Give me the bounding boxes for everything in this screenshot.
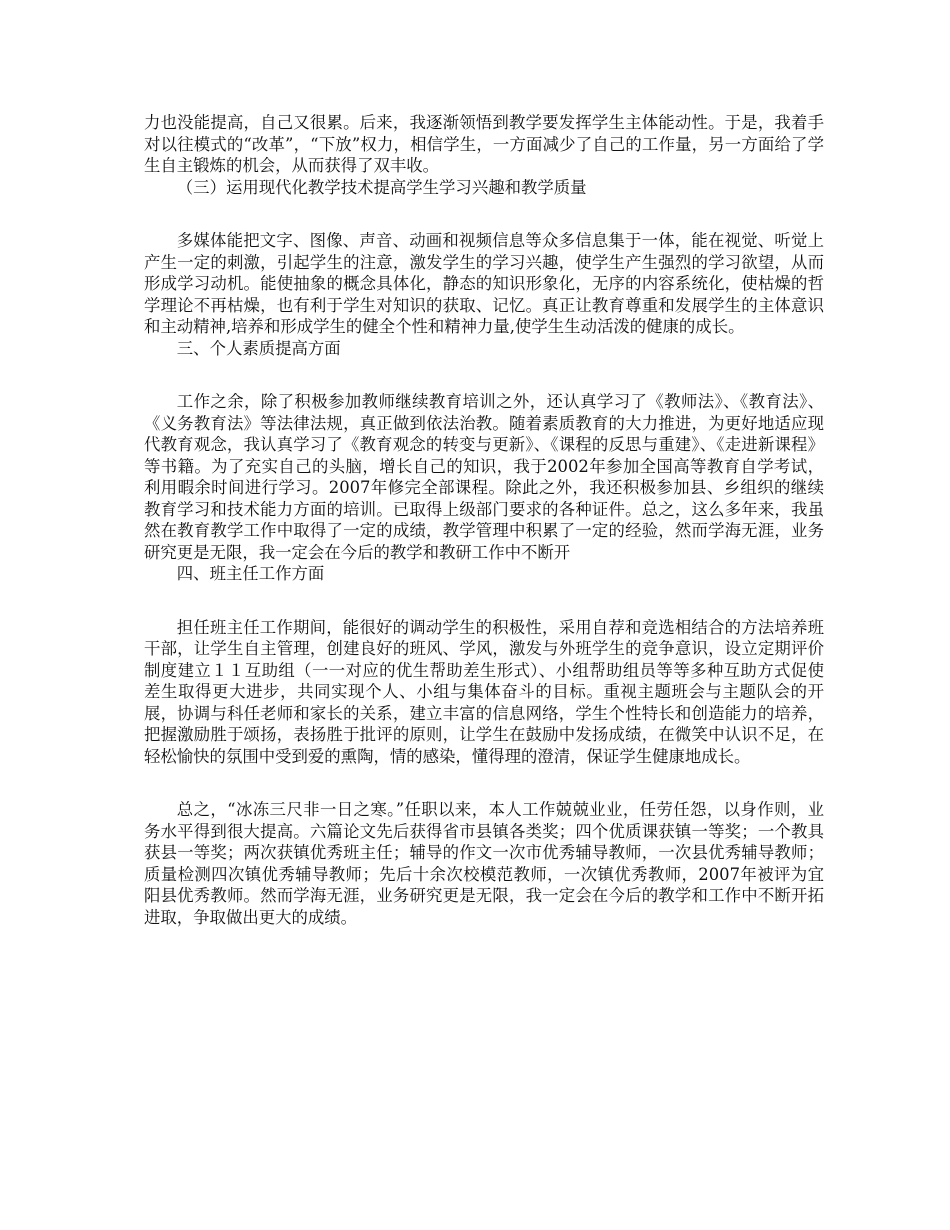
section-heading-personal-quality: 三、个人素质提高方面 <box>176 338 341 358</box>
paragraph-multimedia: 多媒体能把文字、图像、声音、动画和视频信息等众多信息集于一体，能在视觉、听觉上产生一定的刺激，引起学生的注意，激发学生的学习兴趣，使学生产生强烈的学习欲望，从而形成学习动机。能使抽象的概念具体化，静态的知识形象化，无序的内容系统化，使枯燥的哲学理论不再枯燥，也有利于学生对知识的获取、记忆。真正让教育尊重和发展学生的主体意识和主动精神,培养和形成学生的健全个性和精神力量,使学生生动活泼的健康的成长。 <box>144 231 824 336</box>
paragraph-class-management: 担任班主任工作期间，能很好的调动学生的积极性，采用自荐和竞选相结合的方法培养班干部，让学生自主管理，创建良好的班风、学风，激发与外班学生的竞争意识，设立定期评价制度建立１１互助组（一一对应的优生帮助差生形式）、小组帮助组员等等多种互助方式促使差生取得更大进步，共同实现个人、小组与集体奋斗的目标。重视主题班会与主题队会的开展，协调与科任老师和家长的关系，建立丰富的信息网络，学生个性特长和创造能力的培养，把握激励胜于颂扬，表扬胜于批评的原则，让学生在鼓励中发扬成绩，在微笑中认识不足，在轻松愉快的氛围中受到爱的熏陶，情的感染，懂得理的澄清，保证学生健康地成长。 <box>144 617 824 766</box>
paragraph-summary: 总之，“冰冻三尺非一日之寒。”任职以来，本人工作兢兢业业，任劳任怨，以身作则，业务水平得到很大提高。六篇论文先后获得省市县镇各类奖；四个优质课获镇一等奖；一个教具获县一等奖；两次获镇优秀班主任；辅导的作文一次市优秀辅导教师，一次县优秀辅导教师；质量检测四次镇优秀辅导教师；先后十余次校模范教师，一次镇优秀教师，2007年被评为宜阳县优秀教师。然而学海无涯，业务研究更是无限，我一定会在今后的教学和工作中不断开拓进取，争取做出更大的成绩。 <box>144 800 824 927</box>
section-heading-modern-teaching: （三）运用现代化教学技术提高学生学习兴趣和教学质量 <box>176 177 587 197</box>
paragraph-continuation: 力也没能提高，自己又很累。后来，我逐渐领悟到教学要发挥学生主体能动性。于是，我着手对以往模式的“改革”，“下放”权力，相信学生，一方面减少了自己的工作量，另一方面给了学生自主锻炼的机会，从而获得了双丰收。 <box>144 113 824 175</box>
document-page <box>144 112 824 928</box>
section-heading-class-teacher: 四、班主任工作方面 <box>176 564 325 583</box>
paragraph-personal-study: 工作之余，除了积极参加教师继续教育培训之外，还认真学习了《教师法》、《教育法》、《义务教育法》等法律法规，真正做到依法治教。随着素质教育的大力推进，为更好地适应现代教育观念，我认真学习了《教育观念的转变与更新》、《课程的反思与重建》、《走进新课程》等书籍。为了充实自己的头脑，增长自己的知识，我于2002年参加全国高等教育自学考试，利用暇余时间进行学习。2007年修完全部课程。除此之外，我还积极参加县、乡组织的继续教育学习和技术能力方面的培训。已取得上级部门要求的各种证件。总之，这么多年来，我虽然在教育教学工作中取得了一定的成绩，教学管理中积累了一定的经验，然而学海无涯，业务研究更是无限，我一定会在今后的教学和教研工作中不断开 <box>144 392 824 562</box>
